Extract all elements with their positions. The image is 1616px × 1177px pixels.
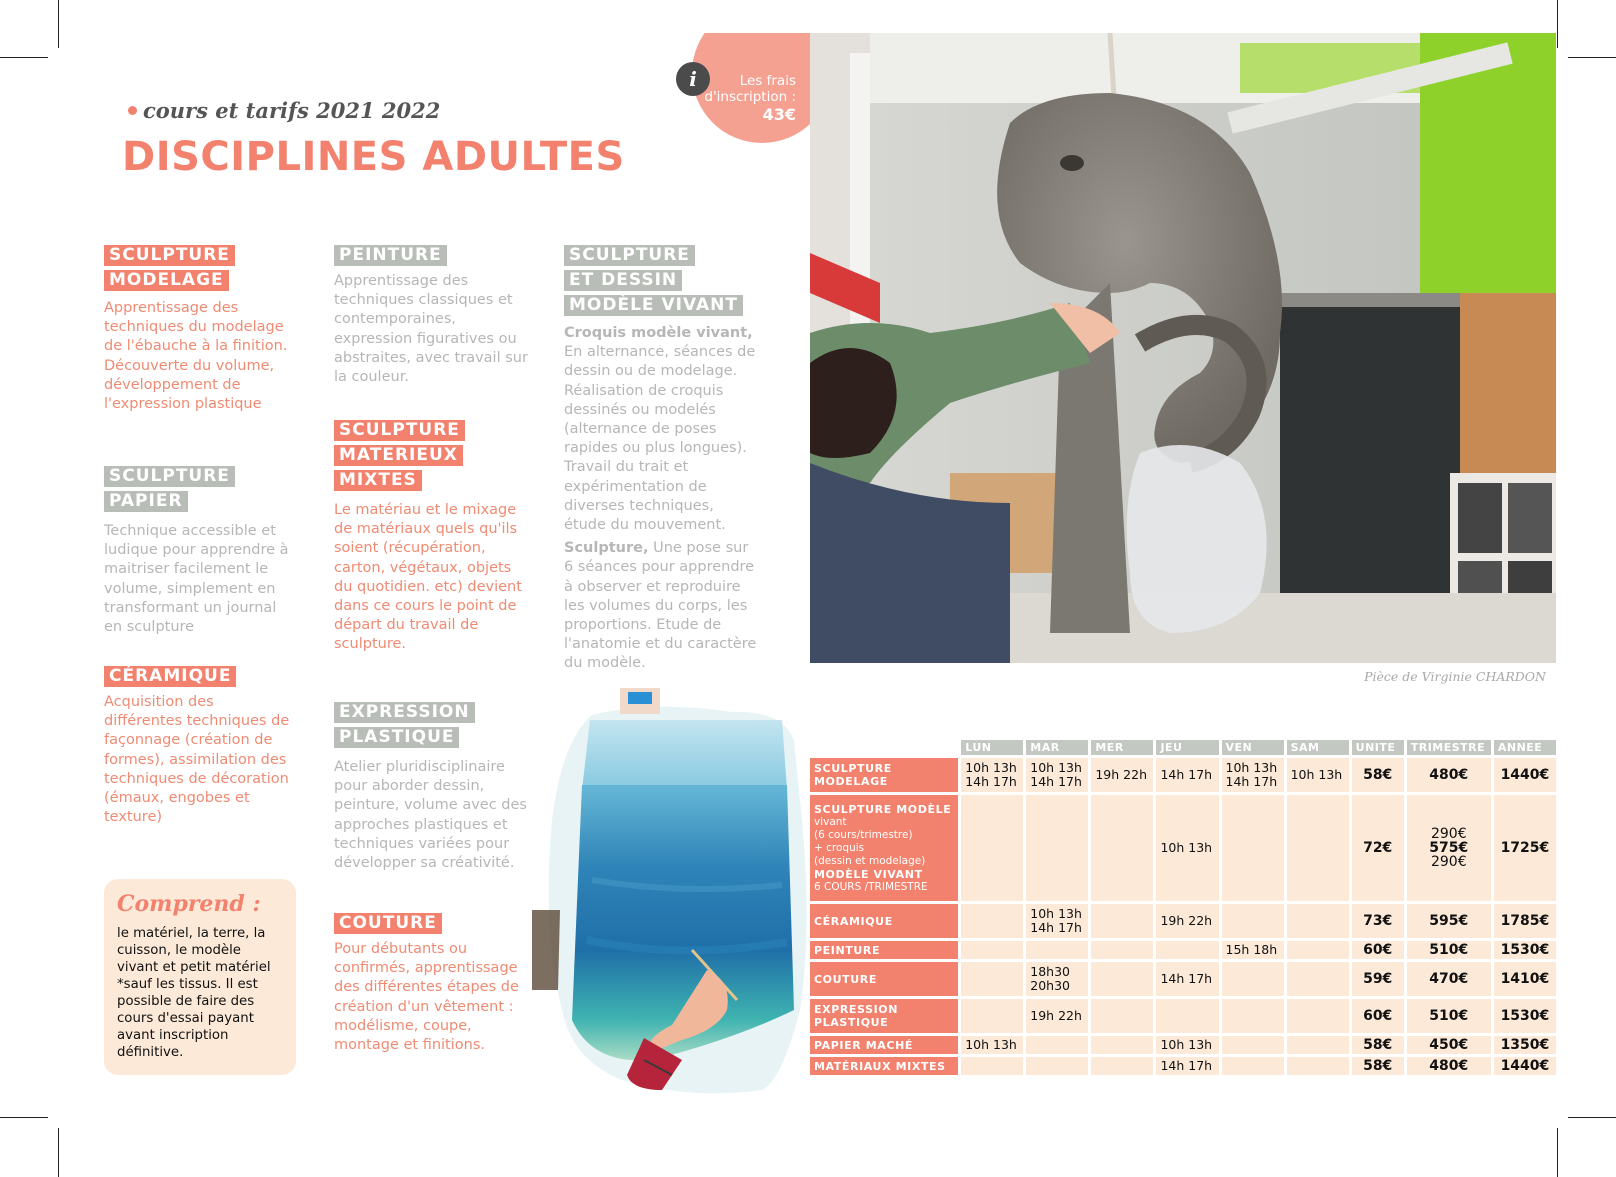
schedule-table [807,737,1559,1078]
row-name: PAPIER MACHÉ [810,1036,958,1054]
cell-trimestre: 290€ 575€ 290€ [1407,795,1491,901]
cell-unite: 60€ [1352,941,1404,959]
cell-unite: 60€ [1352,999,1404,1033]
fee-circle [692,33,810,146]
header-unite: UNITE [1352,740,1404,755]
fee-label-2: d'inscription : [704,89,796,105]
cell-lun [961,904,1023,938]
cell-trimestre: 595€ [1407,904,1491,938]
cell-ven [1222,1036,1284,1054]
elephant-sculpture-image [810,33,1556,663]
cell-trimestre: 510€ [1407,941,1491,959]
desc-couture: Pour débutants ou confirmés, apprentissage des différentes étapes de création d'un vêtement : modélisme, coupe, montage et finitions. [334,941,519,1054]
cell-unite: 58€ [1352,1036,1404,1054]
row-name: EXPRESSION PLASTIQUE [810,999,958,1033]
section-ceramique [104,666,296,827]
section-sculpture-papier [104,466,296,637]
cell-ven [1222,795,1284,901]
cell-mer [1091,999,1153,1033]
header-empty [810,740,958,755]
cell-sam [1287,941,1349,959]
desc-materieux-mixtes: Le matériau et le mixage de matériaux quels qu'ils soient (récupération, carton, végétaux, objets du quotidien. etc) devient dans ce cours le point de départ du travail de sculpture. [334,502,522,653]
cell-mar: 19h 22h [1026,999,1088,1033]
cell-trimestre: 510€ [1407,999,1491,1033]
cell-jeu [1156,941,1218,959]
cell-jeu [1156,999,1218,1033]
header-mar: MAR [1026,740,1088,755]
row-name: SCULPTURE MODÈLE vivant (6 cours/trimestre) + croquis (dessin et modelage) MODÈLE VIVANT 6 COURS /TRIMESTRE [810,795,958,901]
cell-sam [1287,962,1349,996]
cell-ven: 10h 13h 14h 17h [1222,758,1284,792]
row-name: PEINTURE [810,941,958,959]
tag-peinture: PEINTURE [334,245,447,266]
tag-sculpture: SCULPTURE [104,466,235,487]
cell-jeu: 14h 17h [1156,1057,1218,1075]
desc-ceramique: Acquisition des différentes techniques de façonnage (création de formes), assimilation des techniques de décoration (émaux, engobes et texture) [104,694,290,826]
table-header-row [810,740,1556,755]
tag-modelage: MODELAGE [104,270,229,291]
header-sam: SAM [1287,740,1349,755]
tag-plastique: PLASTIQUE [334,727,459,748]
sculpture-photo [810,33,1556,663]
desc-peinture: Apprentissage des techniques classiques et contemporaines, expression figuratives ou abstraites, avec travail sur la couleur. [334,273,528,386]
cell-mer: 19h 22h [1091,758,1153,792]
section-couture [334,913,530,1055]
cell-mer [1091,1057,1153,1075]
crop-mark [1568,1117,1616,1118]
header-mer: MER [1091,740,1153,755]
cell-mer [1091,795,1153,901]
tag-materieux: MATERIEUX [334,445,463,466]
cell-lun [961,962,1023,996]
photo-credit: Pièce de Virginie CHARDON [1364,669,1546,684]
tag-sculpture: SCULPTURE [564,245,695,266]
cell-jeu: 14h 17h [1156,758,1218,792]
subtitle: cours et tarifs 2021 2022 [128,98,440,123]
cell-lun [961,795,1023,901]
info-icon: i [676,62,710,96]
table-row [810,1036,1556,1054]
header-trimestre: TRIMESTRE [1407,740,1491,755]
cell-jeu: 19h 22h [1156,904,1218,938]
header-jeu: JEU [1156,740,1218,755]
cell-annee: 1440€ [1494,1057,1556,1075]
cell-unite: 58€ [1352,758,1404,792]
cell-jeu: 10h 13h [1156,795,1218,901]
cell-annee: 1785€ [1494,904,1556,938]
cell-unite: 73€ [1352,904,1404,938]
cell-lun: 10h 13h [961,1036,1023,1054]
cell-sam [1287,1036,1349,1054]
cell-ven [1222,904,1284,938]
watercolor-painting-image [532,680,810,1140]
header-lun: LUN [961,740,1023,755]
cell-trimestre: 480€ [1407,1057,1491,1075]
header-annee: ANNEE [1494,740,1556,755]
comprend-title: Comprend : [117,891,261,917]
table-row [810,904,1556,938]
cell-ven: 15h 18h [1222,941,1284,959]
cell-sam [1287,904,1349,938]
tag-couture: COUTURE [334,913,442,934]
tag-sculpture: SCULPTURE [104,245,235,266]
cell-mar: 10h 13h 14h 17h [1026,904,1088,938]
tag-mixtes: MIXTES [334,470,422,491]
desc-expression-plastique: Atelier pluridisciplinaire pour aborder dessin, peinture, volume avec des approches plastiques et techniques variées pour développer sa créativité. [334,759,527,872]
crop-mark [58,0,59,48]
page-title: DISCIPLINES ADULTES [122,134,625,180]
cell-annee: 1350€ [1494,1036,1556,1054]
cell-annee: 1530€ [1494,941,1556,959]
crop-mark [1568,57,1616,58]
cell-trimestre: 450€ [1407,1036,1491,1054]
row-name: SCULPTURE MODELAGE [810,758,958,792]
cell-mer [1091,941,1153,959]
section-materieux-mixtes [334,420,526,655]
tag-sculpture: SCULPTURE [334,420,465,441]
cell-sam: 10h 13h [1287,758,1349,792]
table-row [810,941,1556,959]
cell-lun [961,941,1023,959]
row-name: CÉRAMIQUE [810,904,958,938]
cell-jeu: 10h 13h [1156,1036,1218,1054]
desc-sculpture-pose: Sculpture, Une pose sur 6 séances pour apprendre à observer et reproduire les volumes du corps, les proportions. Etude de l'anatomie et du caractère du modèle. [564,540,757,672]
cell-ven [1222,1057,1284,1075]
cell-sam [1287,1057,1349,1075]
cell-unite: 72€ [1352,795,1404,901]
cell-mar [1026,1036,1088,1054]
row-name: MATÉRIAUX MIXTES [810,1057,958,1075]
crop-mark [1557,1128,1558,1177]
header-ven: VEN [1222,740,1284,755]
cell-sam [1287,999,1349,1033]
table-row [810,999,1556,1033]
cell-mer [1091,962,1153,996]
desc-sculpture-papier: Technique accessible et ludique pour apprendre à maitriser facilement le volume, simplement en transformant un journal en sculpture [104,523,289,636]
bullet-dot [128,106,137,115]
crop-mark [1557,0,1558,48]
section-expression-plastique [334,702,530,873]
cell-lun [961,1057,1023,1075]
section-modele-vivant [564,245,760,674]
table-row [810,795,1556,901]
cell-mar [1026,1057,1088,1075]
table-row [810,1057,1556,1075]
cell-ven [1222,999,1284,1033]
desc-sculpture-modelage: Apprentissage des techniques du modelage de l'ébauche à la finition. Découverte du volume, développement de l'expression plastique [104,300,288,413]
cell-sam [1287,795,1349,901]
cell-trimestre: 470€ [1407,962,1491,996]
crop-mark [0,1117,48,1118]
cell-mer [1091,904,1153,938]
tag-et-dessin: ET DESSIN [564,270,682,291]
cell-annee: 1440€ [1494,758,1556,792]
crop-mark [0,57,48,58]
cell-ven [1222,962,1284,996]
cell-mer [1091,1036,1153,1054]
cell-mar [1026,941,1088,959]
tag-ceramique: CÉRAMIQUE [104,666,236,687]
painting-illustration [532,680,810,1140]
desc-croquis: Croquis modèle vivant, En alternance, séances de dessin ou de modelage. Réalisation de croquis dessinés ou modelés (alternance de poses rapides ou plus longues). Travail du trait et expérimentation de diverses techniques, étude du mouvement. [564,325,756,534]
cell-unite: 58€ [1352,1057,1404,1075]
cell-trimestre: 480€ [1407,758,1491,792]
cell-annee: 1725€ [1494,795,1556,901]
crop-mark [58,1128,59,1177]
cell-mar: 18h30 20h30 [1026,962,1088,996]
fee-value: 43€ [762,105,796,124]
cell-annee: 1530€ [1494,999,1556,1033]
tag-expression: EXPRESSION [334,702,475,723]
comprend-box [104,879,296,1075]
comprend-text: le matériel, la terre, la cuisson, le modèle vivant et petit matériel *sauf les tissus. Il est possible de faire des cours d'essai payant avant inscription définitive. [117,926,271,1060]
row-name: COUTURE [810,962,958,996]
cell-unite: 59€ [1352,962,1404,996]
cell-mar: 10h 13h 14h 17h [1026,758,1088,792]
cell-lun [961,999,1023,1033]
fee-label-1: Les frais [739,73,796,89]
tag-modele-vivant: MODÈLE VIVANT [564,295,743,316]
cell-jeu: 14h 17h [1156,962,1218,996]
cell-lun: 10h 13h 14h 17h [961,758,1023,792]
tag-papier: PAPIER [104,491,188,512]
cell-mar [1026,795,1088,901]
cell-annee: 1410€ [1494,962,1556,996]
section-sculpture-modelage [104,245,296,414]
table-row [810,962,1556,996]
table-row [810,758,1556,792]
section-peinture [334,245,530,387]
